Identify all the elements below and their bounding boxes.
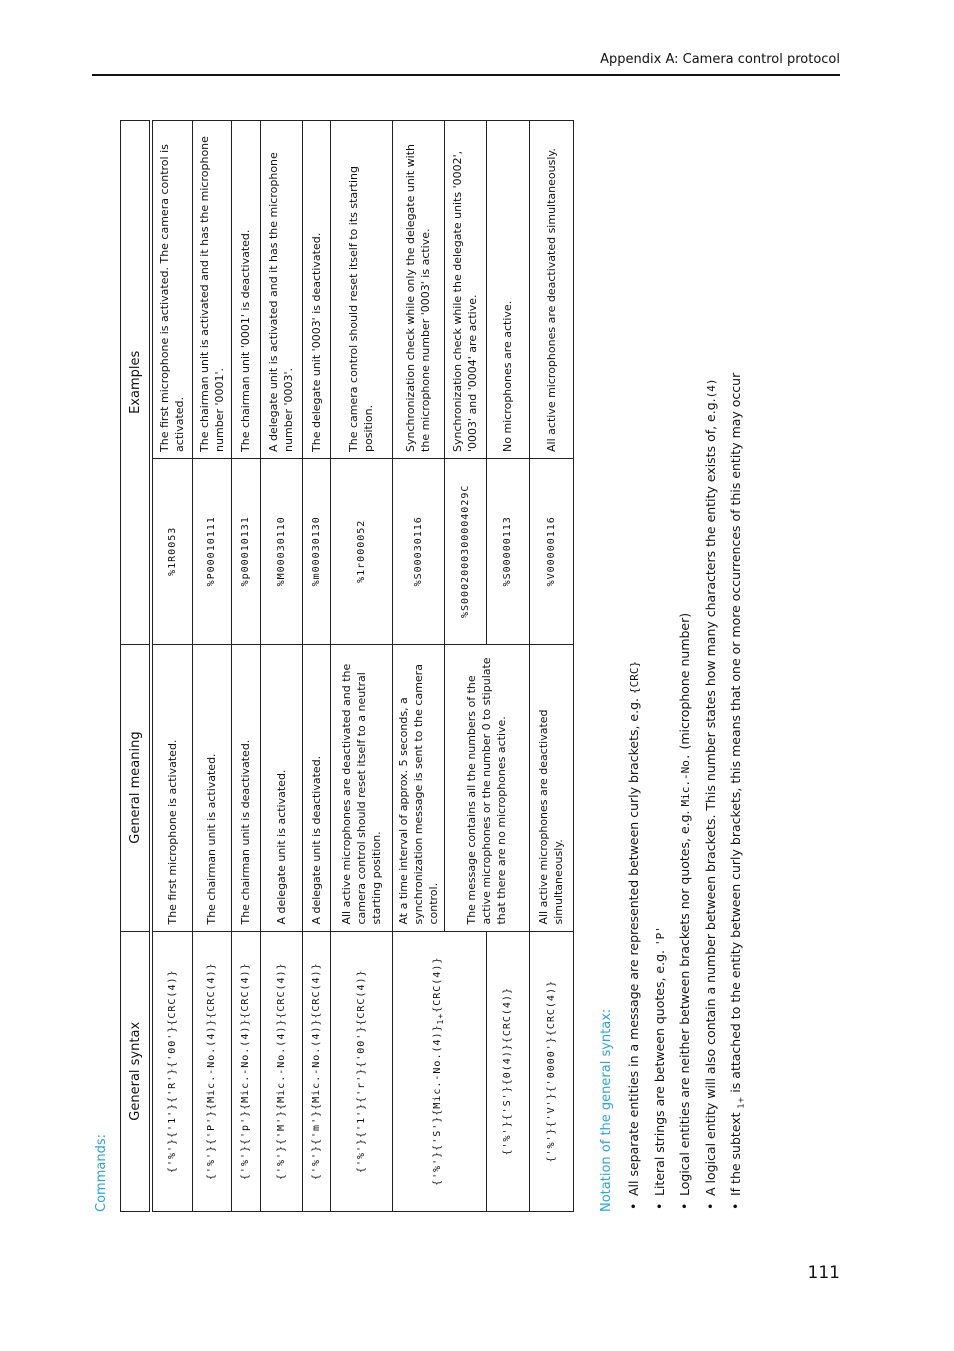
list-item-text: All separate entities in a message are represented between curly brackets, e.g. xyxy=(626,694,641,1196)
example-code-cell: %S0002000300004029C xyxy=(444,458,486,644)
syntax-cell: {'%'}{'p'}{Mic.-No.(4)}{CRC(4)} xyxy=(231,931,260,1211)
list-item-code: (4) xyxy=(704,378,718,399)
table-row xyxy=(260,121,302,1212)
example-text-cell: The camera control should reset itself to its starting position. xyxy=(330,121,392,459)
table-row xyxy=(231,121,260,1212)
syntax-cell: {'%'}{'P'}{Mic.-No.(4)}{CRC(4)} xyxy=(192,931,231,1211)
commands-table xyxy=(120,120,574,1212)
example-text-cell: The chairman unit is activated and it has the microphone number '0001'. xyxy=(192,121,231,459)
syntax-cell: {'%'}{'S'}{0(4)}{CRC(4)} xyxy=(486,931,529,1211)
list-item-code: {CRC} xyxy=(628,660,641,695)
header-general-syntax: General syntax xyxy=(121,931,152,1211)
syntax-cell: {'%'}{'m'}{Mic.-No.(4)}{CRC(4)} xyxy=(302,931,330,1211)
meaning-cell: All active microphones are deactivated and the camera control should reset itself to a neutral starting position. xyxy=(330,644,392,931)
meaning-cell: The message contains all the numbers of the active microphones or the number 0 to stipulate that there are no microphones active. xyxy=(444,644,529,931)
list-item-text: If the subtext xyxy=(728,1108,743,1196)
example-code-cell: %m00030130 xyxy=(302,458,330,644)
syntax-tail: {CRC(4)} xyxy=(432,956,443,1013)
example-code-cell: %1r000052 xyxy=(330,458,392,644)
meaning-cell: The chairman unit is activated. xyxy=(192,644,231,931)
notation-list xyxy=(622,102,754,1212)
example-text-cell: The delegate unit '0003' is deactivated. xyxy=(302,121,330,459)
syntax-main: {'%'}{'S'}{Mic.-No.(4)} xyxy=(432,1024,443,1186)
list-item-code: 'P' xyxy=(653,926,667,947)
example-text-cell: Synchronization check while only the delegate unit with the microphone number '0003' is active. xyxy=(392,121,444,459)
table-row xyxy=(392,121,444,1212)
list-item-subscript: 1+ xyxy=(736,1096,746,1109)
syntax-cell xyxy=(392,931,486,1211)
table-row xyxy=(302,121,330,1212)
example-text-cell: The first microphone is activated. The camera control is activated. xyxy=(151,121,192,459)
example-text-cell: The chairman unit '0001' is deactivated. xyxy=(231,121,260,459)
header-title: Appendix A: Camera control protocol xyxy=(600,52,840,67)
notation-heading: Notation of the general syntax: xyxy=(599,1008,614,1212)
list-item-text: A logical entity will also contain a number between brackets. This number states how many characters the entity exists of, e.g. xyxy=(702,398,718,1196)
example-text-cell: A delegate unit is activated and it has the microphone number '0003'. xyxy=(260,121,302,459)
table-row xyxy=(330,121,392,1212)
list-item xyxy=(699,102,725,1212)
example-code-cell: %V00000116 xyxy=(529,458,573,644)
example-text-cell: Synchronization check while the delegate units '0002', '0003' and '0004' are active. xyxy=(444,121,486,459)
table-row xyxy=(151,121,192,1212)
list-item xyxy=(648,102,674,1212)
section-heading: Commands: xyxy=(94,1134,109,1212)
syntax-cell: {'%'}{'1'}{'R'}{'00'}{CRC(4)} xyxy=(151,931,192,1211)
list-item-text: Logical entities are neither between brackets nor quotes, e.g. xyxy=(677,806,692,1196)
header-examples: Examples xyxy=(121,121,152,645)
list-item xyxy=(724,102,754,1212)
header-general-meaning: General meaning xyxy=(121,644,152,931)
example-code-cell: %P00010111 xyxy=(192,458,231,644)
meaning-cell: All active microphones are deactivated simultaneously. xyxy=(529,644,573,931)
syntax-cell: {'%'}{'M'}{Mic.-No.(4)}{CRC(4)} xyxy=(260,931,302,1211)
example-code-cell: %M00030110 xyxy=(260,458,302,644)
syntax-cell: {'%'}{'V'}{'0000'}{CRC(4)} xyxy=(529,931,573,1211)
example-code-cell: %S00000113 xyxy=(486,458,529,644)
list-item xyxy=(673,102,699,1212)
list-item xyxy=(622,102,648,1212)
rotated-content xyxy=(92,92,752,1212)
example-code-cell: %p00010131 xyxy=(231,458,260,644)
meaning-cell: The chairman unit is deactivated. xyxy=(231,644,260,931)
example-text-cell: All active microphones are deactivated simultaneously. xyxy=(529,121,573,459)
table-row xyxy=(192,121,231,1212)
list-item-code: Mic.-No. xyxy=(679,753,692,807)
header-rule xyxy=(92,74,840,76)
syntax-cell: {'%'}{'1'}{'r'}{'00'}{CRC(4)} xyxy=(330,931,392,1211)
meaning-cell: A delegate unit is deactivated. xyxy=(302,644,330,931)
list-item-text-after: is attached to the entity between curly brackets, this means that one or more occurrences of this entity may occur xyxy=(728,372,743,1097)
meaning-cell: The first microphone is activated. xyxy=(151,644,192,931)
syntax-subscript: 1+ xyxy=(436,1012,445,1025)
example-code-cell: %S00030116 xyxy=(392,458,444,644)
page-number: 111 xyxy=(807,1263,840,1283)
meaning-cell: At a time interval of approx. 5 seconds, a synchronization message is sent to the camera control. xyxy=(392,644,444,931)
list-item-text: Literal strings are between quotes, e.g. xyxy=(651,946,667,1196)
meaning-cell: A delegate unit is activated. xyxy=(260,644,302,931)
example-text-cell: No microphones are active. xyxy=(486,121,529,459)
list-item-text-after: (microphone number) xyxy=(677,612,692,754)
example-code-cell: %1R0053 xyxy=(151,458,192,644)
table-row xyxy=(529,121,573,1212)
table-header-row xyxy=(121,121,152,1212)
